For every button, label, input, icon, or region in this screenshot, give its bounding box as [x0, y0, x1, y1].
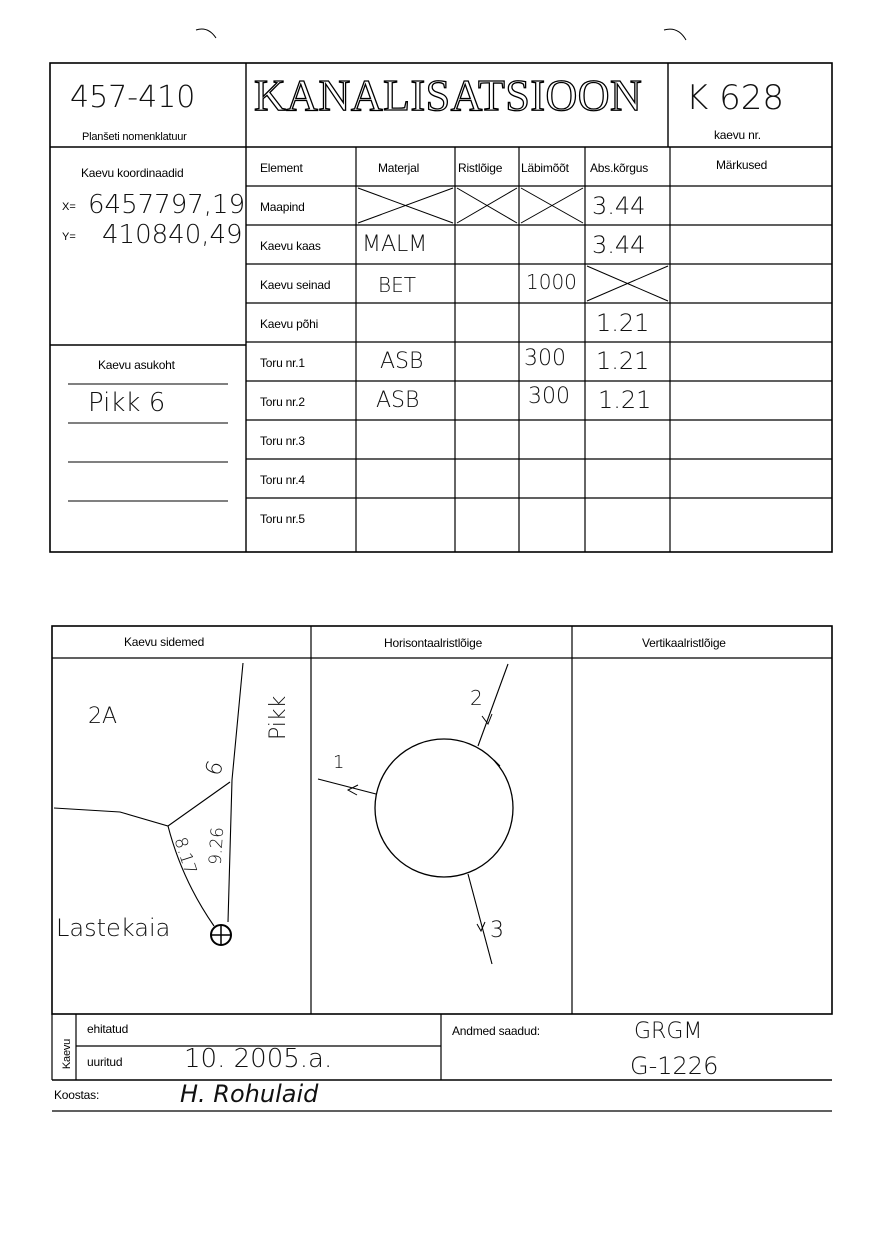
row-label: Toru nr.3 — [260, 434, 305, 448]
col-header-abs-height: Abs.kõrgus — [590, 161, 649, 175]
diameter-value: 1000 — [526, 270, 577, 294]
nomenclature-label: Planšeti nomenklatuur — [82, 131, 187, 143]
row-label: Toru nr.5 — [260, 512, 305, 526]
col-header-cross-section: Ristlõige — [458, 161, 503, 175]
street-lastekaia-label: Lastekaia — [56, 914, 171, 942]
abs-height-value: 3.44 — [592, 231, 646, 259]
surveyed-label: uuritud — [87, 1055, 123, 1069]
abs-height-value: 1.21 — [598, 386, 652, 414]
abs-height-value: 3.44 — [592, 192, 646, 220]
x-coordinate-value: 6457797,19 — [88, 190, 246, 220]
distance-label: 9.26 — [205, 826, 229, 866]
sketch-header-horizontal: Horisontaalristlõige — [384, 636, 483, 650]
row-label: Toru nr.1 — [260, 356, 305, 370]
compiled-label: Koostas: — [54, 1088, 100, 1102]
pipe-number-label: 2 — [470, 686, 483, 710]
diameter-value: 300 — [524, 346, 566, 371]
material-value: ASB — [376, 388, 420, 413]
material-value: BET — [378, 273, 416, 297]
built-label: ehitatud — [87, 1022, 129, 1036]
row-label: Kaevu põhi — [260, 317, 319, 331]
coords-label: Kaevu koordinaadid — [81, 166, 184, 180]
pipe-number-label: 1 — [333, 752, 345, 773]
row-label: Kaevu seinad — [260, 278, 331, 292]
nomenclature-value: 457-410 — [70, 80, 196, 115]
diameter-value: 300 — [528, 384, 570, 409]
material-value: MALM — [362, 232, 428, 257]
pipe-number-label: 3 — [490, 918, 504, 943]
sketch-header-vertical: Vertikaalristlõige — [642, 636, 726, 650]
location-value: Pikk 6 — [88, 388, 166, 418]
abs-height-value: 1.21 — [596, 309, 650, 337]
well-number-label: kaevu nr. — [714, 128, 761, 142]
sketch-header-ties: Kaevu sidemed — [124, 635, 205, 649]
data-source-value: GRGM — [634, 1019, 703, 1044]
x-prefix: X= — [62, 201, 76, 213]
y-prefix: Y= — [62, 231, 76, 243]
distance-label: 8.17 — [169, 834, 201, 878]
row-label: Maapind — [260, 200, 305, 214]
parcel-label: 2A — [88, 704, 118, 729]
data-source-label: Andmed saadud: — [452, 1024, 540, 1038]
well-number-value: K 628 — [686, 78, 784, 118]
surveyed-value: 10. 2005.a. — [184, 1044, 333, 1074]
row-label: Toru nr.2 — [260, 395, 305, 409]
col-header-diameter: Läbimõõt — [521, 161, 569, 175]
y-coordinate-value: 410840,49 — [102, 220, 243, 250]
row-label: Toru nr.4 — [260, 473, 305, 487]
compiled-by-signature: H. Rohulaid — [180, 1080, 319, 1108]
col-header-element: Element — [260, 161, 303, 175]
manhole-symbol-icon — [211, 925, 231, 945]
page-title: KANALISATSIOON — [254, 71, 643, 120]
col-header-notes: Märkused — [716, 158, 768, 172]
data-source-value: G-1226 — [630, 1052, 719, 1080]
abs-height-value: 1.21 — [596, 347, 650, 375]
house-number-label: 6 — [200, 757, 230, 780]
location-label: Kaevu asukoht — [98, 358, 175, 372]
col-header-material: Materjal — [378, 161, 420, 175]
street-pikk-label: Pikk — [266, 695, 291, 740]
footer-side-label: Kaevu — [61, 1038, 74, 1070]
row-label: Kaevu kaas — [260, 239, 321, 253]
material-value: ASB — [380, 349, 424, 374]
